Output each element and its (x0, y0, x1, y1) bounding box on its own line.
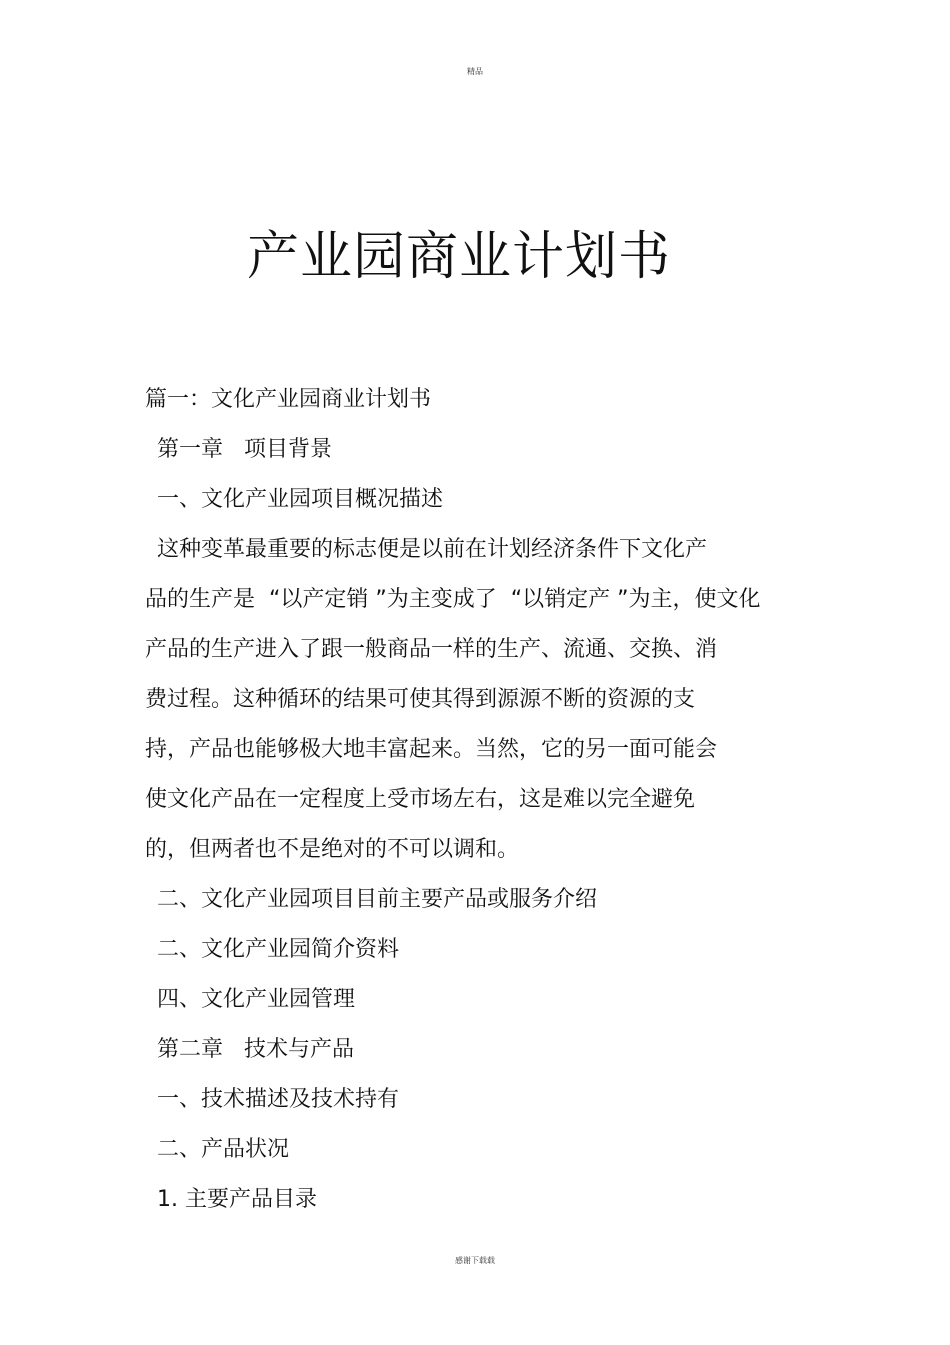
subsection-heading: 四、文化产业园管理 (157, 987, 356, 1012)
paragraph-line: 产品的生产进入了跟一般商品一样的生产、流通、交换、消 (145, 637, 718, 662)
chapter-heading: 第二章 技术与产品 (157, 1037, 354, 1062)
chapter-heading: 第一章 项目背景 (157, 437, 332, 462)
paragraph-line: 使文化产品在一定程度上受市场左右，这是难以完全避免 (145, 787, 696, 812)
page-footer-mark: 感谢下载载 (455, 1256, 495, 1265)
subsection-heading: 二、文化产业园简介资料 (157, 937, 400, 962)
subsection-heading: 一、文化产业园项目概况描述 (157, 487, 444, 512)
paragraph-line: 的，但两者也不是绝对的不可以调和。 (145, 837, 520, 862)
paragraph-line: 品的生产是 “以产定销 ”为主变成了 “以销定产 ”为主，使文化 (145, 587, 761, 612)
section-heading: 篇一：文化产业园商业计划书 (145, 387, 432, 412)
paragraph-line: 费过程。这种循环的结果可使其得到源源不断的资源的支 (145, 687, 696, 712)
page-header-mark: 精品 (467, 67, 483, 76)
subsection-heading: 二、文化产业园项目目前主要产品或服务介绍 (157, 887, 598, 912)
document-title: 产业园商业计划书 (246, 227, 671, 287)
paragraph-line: 这种变革最重要的标志便是以前在计划经济条件下文化产 (157, 537, 708, 562)
list-item: 1. 主要产品目录 (157, 1187, 317, 1212)
subsection-heading: 一、技术描述及技术持有 (157, 1087, 400, 1112)
subsection-heading: 二、产品状况 (157, 1137, 290, 1162)
paragraph-line: 持，产品也能够极大地丰富起来。当然，它的另一面可能会 (145, 737, 718, 762)
